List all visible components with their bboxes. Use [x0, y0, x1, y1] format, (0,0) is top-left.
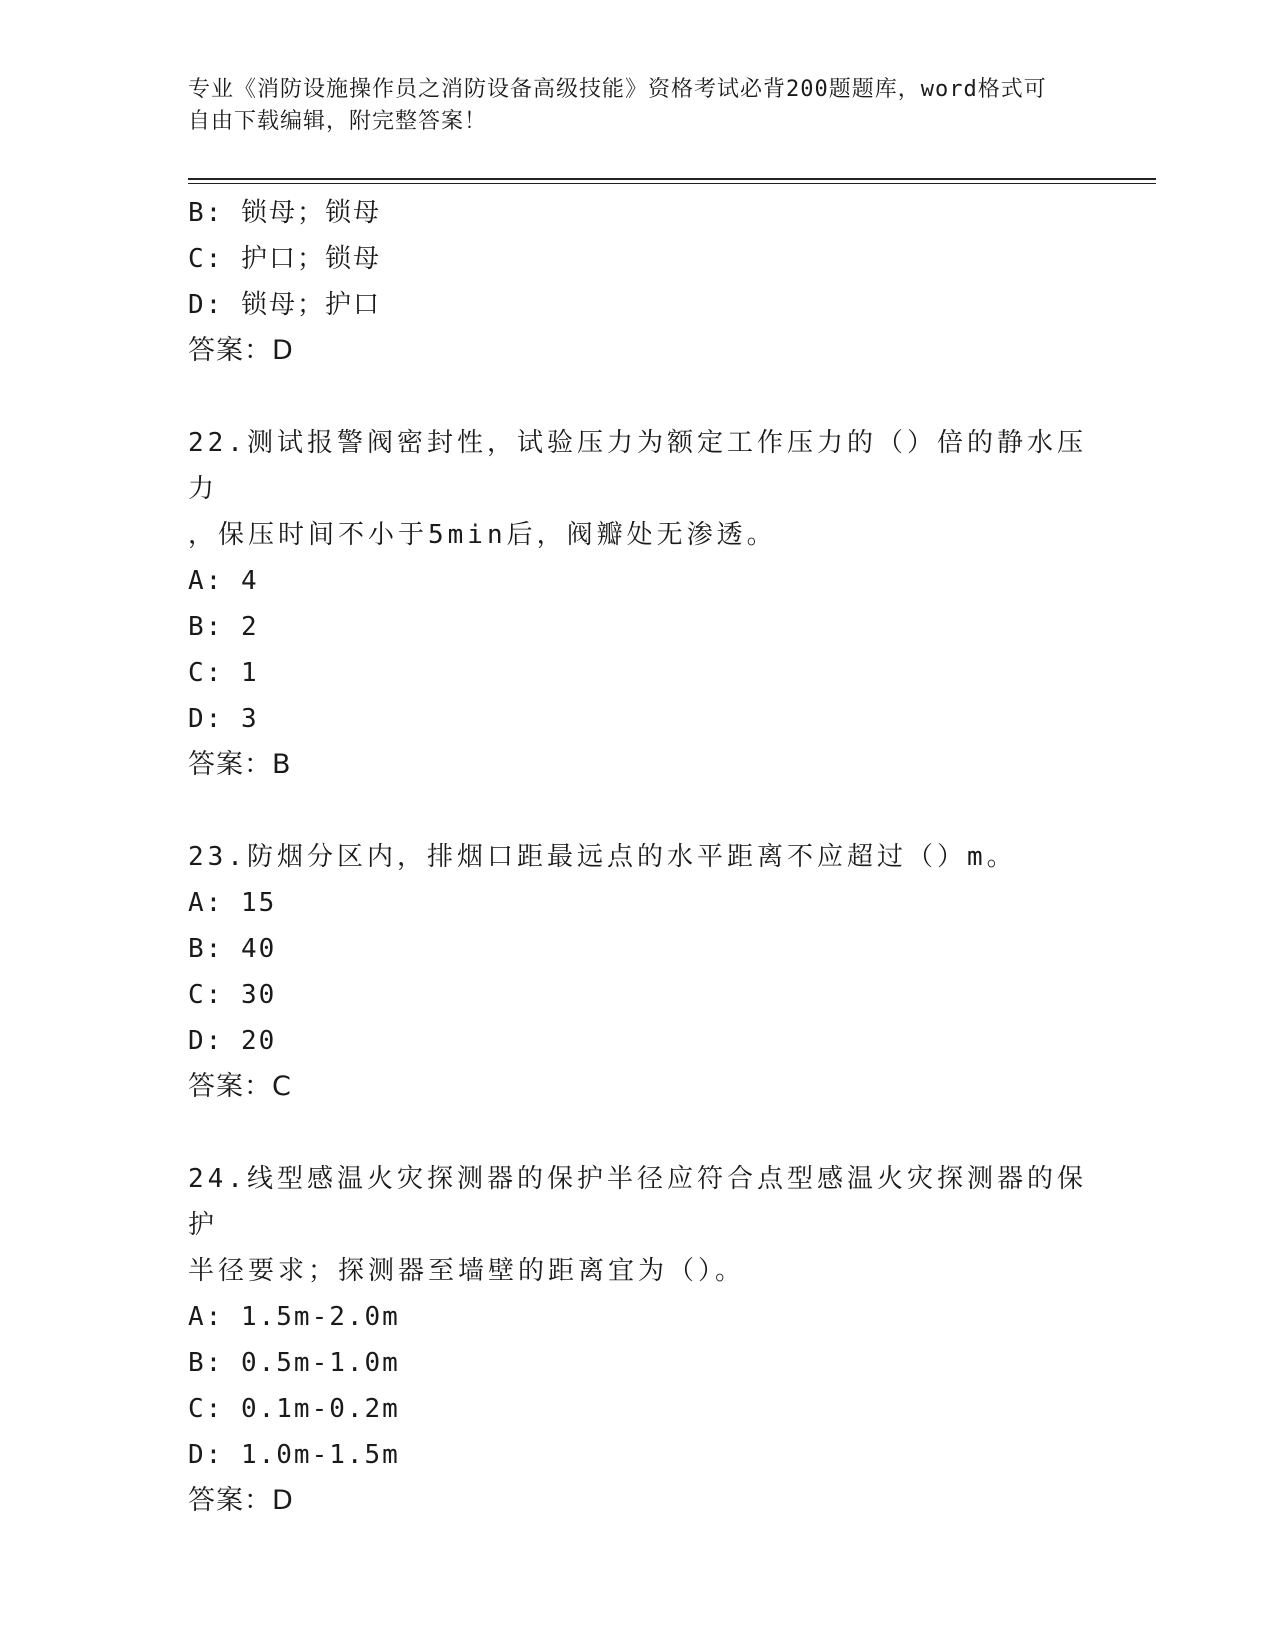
question-22: [188, 420, 1088, 788]
option-d: D: 1.0m-1.5m: [188, 1440, 400, 1470]
option-d: D: 3: [188, 704, 259, 734]
option-b: B: 0.5m-1.0m: [188, 1348, 400, 1378]
option-d: D: 锁母；护口: [188, 290, 381, 320]
question-24: [188, 1156, 1088, 1524]
option-a: A: 1.5m-2.0m: [188, 1302, 400, 1332]
question-21: [188, 190, 1088, 374]
question-stem-continued: ，保压时间不小于5min后，阀瓣处无渗透。: [188, 520, 777, 550]
option-c: C: 护口；锁母: [188, 244, 381, 274]
option-c: C: 1: [188, 658, 259, 688]
answer: 答案：D: [188, 335, 294, 366]
answer: 答案：B: [188, 749, 292, 780]
question-stem: 22.测试报警阀密封性，试验压力为额定工作压力的（）倍的静水压力: [188, 428, 1087, 504]
answer: 答案：D: [188, 1485, 294, 1516]
option-a: A: 4: [188, 566, 259, 596]
option-c: C: 0.1m-0.2m: [188, 1394, 400, 1424]
header-rule-thick: [188, 178, 1156, 180]
option-c: C: 30: [188, 980, 277, 1010]
question-stem-continued: 半径要求；探测器至墙壁的距离宜为（）。: [188, 1256, 746, 1286]
option-a: A: 15: [188, 888, 277, 918]
question-list: [188, 190, 1088, 1524]
option-d: D: 20: [188, 1026, 277, 1056]
option-b: B: 锁母；锁母: [188, 198, 381, 228]
question-stem: 23.防烟分区内，排烟口距最远点的水平距离不应超过（）m。: [188, 842, 1017, 872]
document-header: 专业《消防设施操作员之消防设备高级技能》资格考试必背200题题库，word格式可自由下载编辑，附完整答案！: [188, 77, 1047, 134]
question-23: [188, 834, 1088, 1110]
option-b: B: 2: [188, 612, 259, 642]
option-b: B: 40: [188, 934, 277, 964]
answer: 答案：C: [188, 1071, 292, 1102]
header-rule-thin: [188, 183, 1156, 184]
question-stem: 24.线型感温火灾探测器的保护半径应符合点型感温火灾探测器的保护: [188, 1164, 1087, 1240]
